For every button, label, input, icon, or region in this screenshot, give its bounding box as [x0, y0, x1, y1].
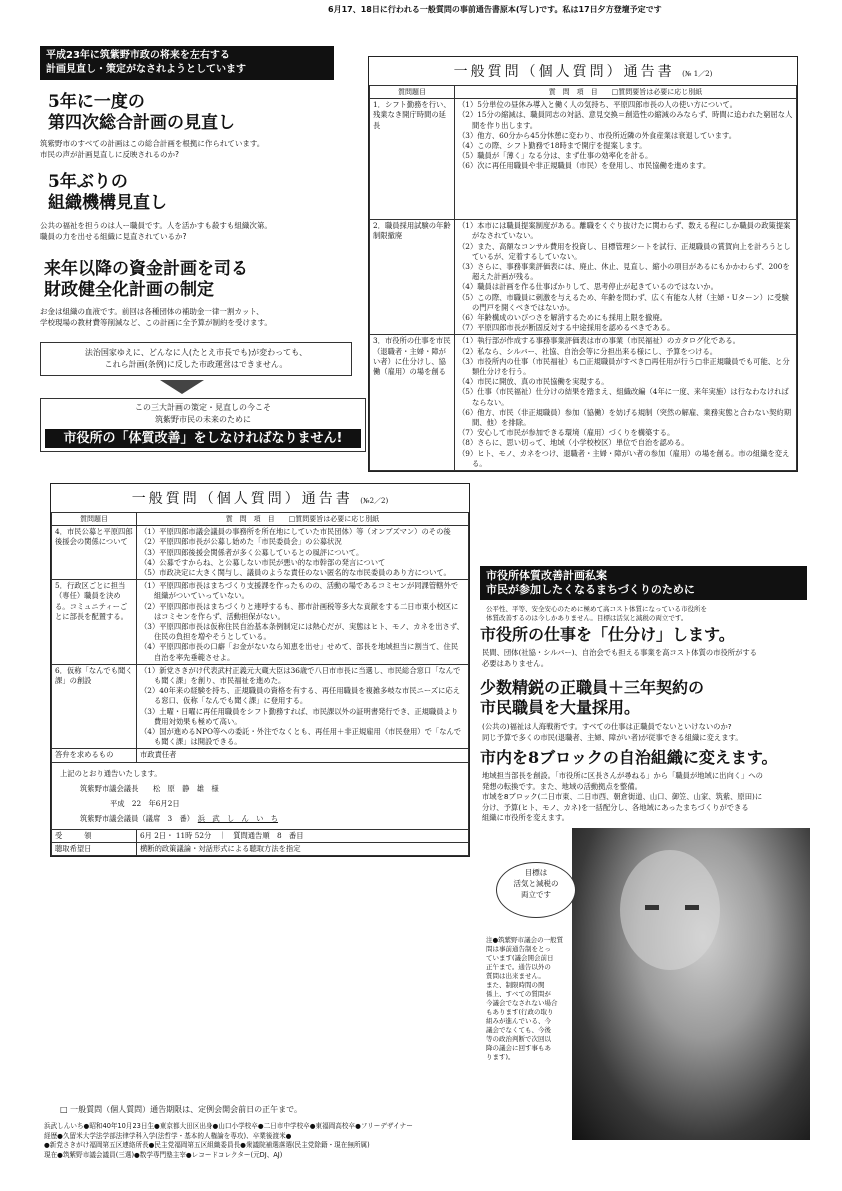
section2-title: 5年ぶりの 組織機構見直し	[48, 172, 167, 213]
table-row: 5．行政区ごとに担当（専任）職員を決める。コミュニティーごとに部長を配置する。 （1）平原四郎市長はまちづくり支援課を作ったものの、活動の場であるコミセンが同課管轄外で組織がついていっていない。 （2）平原四郎市長はまちづくりと連呼するも、都市計画税等多大な貢献をする二日市東小校区にはコミセンを作らず、活動担保がない。 （3）平原四郎市長は仮称住民自治基本条例制定には熱心だが、実態はヒト、モノ、カネを出さず、住民の負担を増やそうとしている。 （4）平原四郎市長の口癖「お金がないなら知恵を出せ」せめて、部長を地域担当に割当て、住民自治を率先垂範させよ。	[52, 580, 469, 665]
plan-heading-2: 少数精鋭の正職員＋三年契約の 市民職員を大量採用。	[480, 678, 705, 717]
down-arrow-icon	[160, 380, 204, 394]
left-banner	[40, 46, 334, 80]
speech-bubble: 目標は 活気と減税の 両立です	[496, 862, 576, 918]
notice-form-1	[368, 56, 798, 472]
table-row: 1．シフト勤務を行い、残業なき開庁時間の延長 （1）5分単位の昼休み導入と働く人の気持ち、平原四郎市長の人の使い方について。 （2）15分の縮減は、職員同志の対話、意見交換＝創造性の縮減のみならず、時間に追われた窮屈な人間を作り出します。 （3）他方、60分から45分休憩に変わり、市役所近隣の外食産業は衰退しています。 （4）この際、シフト勤務で18時まで開庁を提案します。 （5）職員が「薄く」なる分は、まず仕事の効率化を計る。 （6）次に再任用職員や非正規職員（市民）を登用し、市民協働を進めます。	[370, 99, 797, 220]
form2-col-topic: 質問題目	[52, 513, 137, 526]
form2-title: 一般質問（個人質問）通告書 (№2／2)	[131, 491, 389, 507]
rule-box: 法治国家ゆえに、どんなに人(たとえ市長でも)が変わっても、 これら計画(条例)に反した市政運営はできません。	[40, 342, 352, 376]
form1-col-items: 質 問 項 目 □質問要旨は必要に応じ別紙	[455, 86, 797, 99]
plan-heading-3: 市内を8ブロックの自治組織に変えます。	[480, 748, 778, 767]
form2-col-items: 質 問 項 目 □質問要旨は必要に応じ別紙	[137, 513, 469, 526]
section3-body: お金は組織の血液です。前回は各種団体の補助金一律一割カット、 学校現場の教材費等削減など、この計画に全予算が制約を受けます。	[40, 307, 272, 327]
top-notice: 6月17、18日に行われる一般質問の事前通告書原本(写し)です。私は17日夕方登壇予定です	[328, 5, 662, 14]
plan-header: 市役所体質改善計画私案 市民が参加したくなるまちづくりのために	[480, 566, 807, 600]
profile-footer: 浜武しんいち●昭和40年10月23日生●東京都大田区出身●山口小学校卒●二日市中学校卒●東福岡高校卒●フリーデザイナー 経歴●久留米大学法学部法律学科入学(法哲学・基本的人権論を専攻)、卒業後渡米● ●新党さきがけ福岡第五区連絡所長●民主党福岡第五区組織委員長●衆議院補選落選(民主党除籍・現在無所属) 現在●筑紫野市議会議員(三選)●数学専門塾主宰●レコードコレクター(元DJ、AJ)	[44, 1122, 413, 1159]
glasses-left	[645, 905, 659, 910]
table-row: 6．仮称「なんでも聞く課」の創設 （1）新党さきがけ代表武村正義元大蔵大臣は36歳で八日市市長に当選し、市民総合窓口「なんでも聞く課」を創り、市民福祉を進めた。 （2）40年来の経験を持ち、正規職員の資格を有する、再任用職員を複雑多岐な市民ニーズに応える窓口、仮称「なんでも聞く課」に登用する。 （3）土曜・日曜に再任用職員をシフト勤務すれば、市民課以外の証明書発行でき、正規職員より費用対効果も極めて高い。 （4）国が進めるNPO等への委託・外注でなくとも、再任用＋非正規雇用（市民登用）で「なんでも聞く課」は開設できる。	[52, 664, 469, 749]
answer-row: 答弁を求めるもの 市政責任者	[52, 749, 469, 762]
side-note: 注●筑紫野市議会の一般質 問は事前通告制をとっ ています(議会開会前日 正午まで。通告以外の 質問は出来ません。 また、制限時間の関 係上、すべての質問が 今議会でなされない場合 もあります(行政の取り 組みが進んでいる、今 議会でなくても、今後 等の政治判断で次回以 降の議会に回す事もあ ります)。	[486, 936, 564, 1061]
hope-row: 聴取希望日 横断的政策議論・対話形式による聴取方法を指定	[52, 842, 469, 855]
deadline-note: □ 一般質問（個人質問）通告期限は、定例会開会前日の正午まで。	[60, 1105, 302, 1114]
plan-body-3: 地域担当部長を創設。「市役所に区長さんが尋ねる」から「職員が地域に出向く」への 発想の転換です。また、地域の活動拠点を整備。 市域を8ブロック(二日市東、二日市西、朝倉街道、山口、御笠、山家、筑紫、原田)に 分け、予算(ヒト、モノ、カネ)を一括配分し、各地域にあったまちづくりができる 組織に市役所を変えます。	[482, 771, 763, 822]
call-box-bold: 市役所の「体質改善」をしなければなりません!	[45, 429, 361, 448]
banner-line-1: 平成23年に筑紫野市政の将来を左右する	[46, 50, 230, 61]
table-row: 4．市民公募と平原四郎後援会の関係について （1）平原四郎市議会議員の事務所を所在地にしていた市民団体）等（オンブズマン）のその後 （2）平原四郎市長が公募し始めた「市民委員会」の公募状況 （3）平原四郎後援会関係者が多く公募しているとの風評について。 （4）公募ですからね、と公募しない市民が悪い的な市幹部の発言について （5）市政决定に大きく関与し、議員のような責任のない匿名的な市民委員のあり方について。	[52, 526, 469, 580]
plan-heading-1: 市役所の仕事を「仕分け」します。	[480, 625, 735, 644]
section3-title: 来年以降の資金計画を司る 財政健全化計画の制定	[44, 259, 248, 300]
section2-body: 公共の福祉を担うのは人ー職員です。人を活かすも殺すも組織次第。 職員の力を出せる組織に見直されているか?	[40, 221, 272, 241]
plan-body-2: (公共の)福祉は人海戦術です。すべての仕事は正職員でないといけないのか? 同じ予算で多くの市民(退職者、主婦、障がい者)が従事できる組織に変えます。	[482, 722, 743, 742]
plan-intro: 公平性、平等、安全安心のために極めて高コスト体質になっている市役所を 体質改善するのは今しかありません。目標は活気と減税の両立です。	[486, 605, 707, 622]
call-box: この三大計画の策定・見直しの今こそ 筑紫野市民の未来のために 市役所の「体質改善」をしなければなりません!	[40, 398, 366, 452]
plan-body-1: 民間、団体(社協・シルバー)、自治会でも担える事業を高コスト体質の市役所がする 必要はありません。	[482, 648, 757, 668]
notice-form-2	[50, 483, 470, 857]
form1-title: 一般質問（個人質問）通告書 (№ 1／2)	[453, 64, 713, 80]
table-row: 3．市役所の仕事を市民（退職者・主婦・障がい者）に仕分けし、協働（雇用）の場を創る （1）執行部が作成する事務事業評価表は市の事業（市民福祉）のカタログ化である。 （2）私なら、シルバー、社協、自治会等に分担出来る様にし、予算をつける。 （3）市役所内の仕事（市民福祉）も□正規職員がすべき□再任用が行う□非正規職員でも可能、と分類仕分けを行う。 （4）市民に開放、真の市民協働を実現する。 （5）仕事（市民福祉）仕分けの結果を踏まえ、組織改編（4年に一度、来年実施）は行なわなければならない。 （6）他方、市民（非正規職員）参加（協働）を妨げる規制（突然の解雇、業務実態と合わない契約期間、他）を排除。 （7）安心して市民が参加できる環境（雇用）づくりを構築する。 （8）さらに、思い切って、地域（小学校校区）単位で自治を認める。 （9）ヒト、モノ、カネをつけ、退職者・主婦・障がい者の参加（雇用）の場を創る。市の組織を変える。	[370, 335, 797, 471]
glasses-right	[685, 905, 699, 910]
form1-col-topic: 質問題目	[370, 86, 455, 99]
receipt-row: 受 領 6月 2日・ 11時 52分 ｜ 質問通告順 8 番目	[52, 829, 469, 842]
table-row: 2．職員採用試験の年齢制限撤廃 （1）本市には職員提案制度がある。離職をくぐり抜けたに関わらず、数える程にしか職員の政策提案がなされていない。 （2）また、高額なコンサル費用を投資し、目標管理シートを試行、正規職員の賞賀向上を計ろうとしているが、定着するしていない。 （3）さらに、事務事業評価表には、廃止、休止、見直し、縮小の項目があるにもかかわらず、200を超えた計画が残る。 （4）職員は計画を作る仕事ばかりして、思考停止が起きているのではないか。 （5）この際、市職員に刺激を与えるため、年齢を問わず、広く有能な人材（主婦・Uターン）に受験の門戸を開くべきではないか。 （6）年齢構成のいびつさを解消するためにも採用上限を撤廃。 （7）平原四郎市長が断固反対する中途採用を認めるべきである。	[370, 220, 797, 335]
section1-title: 5年に一度の 第四次総合計画の見直し	[48, 92, 235, 133]
face-shape	[620, 850, 720, 970]
signature-block: 上記のとおり通告いたします。 筑紫野市議会議長 松 原 静 雄 様 平成 22 年6月2日 筑紫野市議会議員（議席 3 番） 浜 武 し ん い ち	[52, 762, 469, 829]
banner-line-2: 計画見直し・策定がなされようとしています	[46, 64, 246, 75]
section1-body: 筑紫野市のすべての計画はこの総合計画を根拠に作られています。 市民の声が計画見直しに反映されるのか?	[40, 139, 265, 159]
